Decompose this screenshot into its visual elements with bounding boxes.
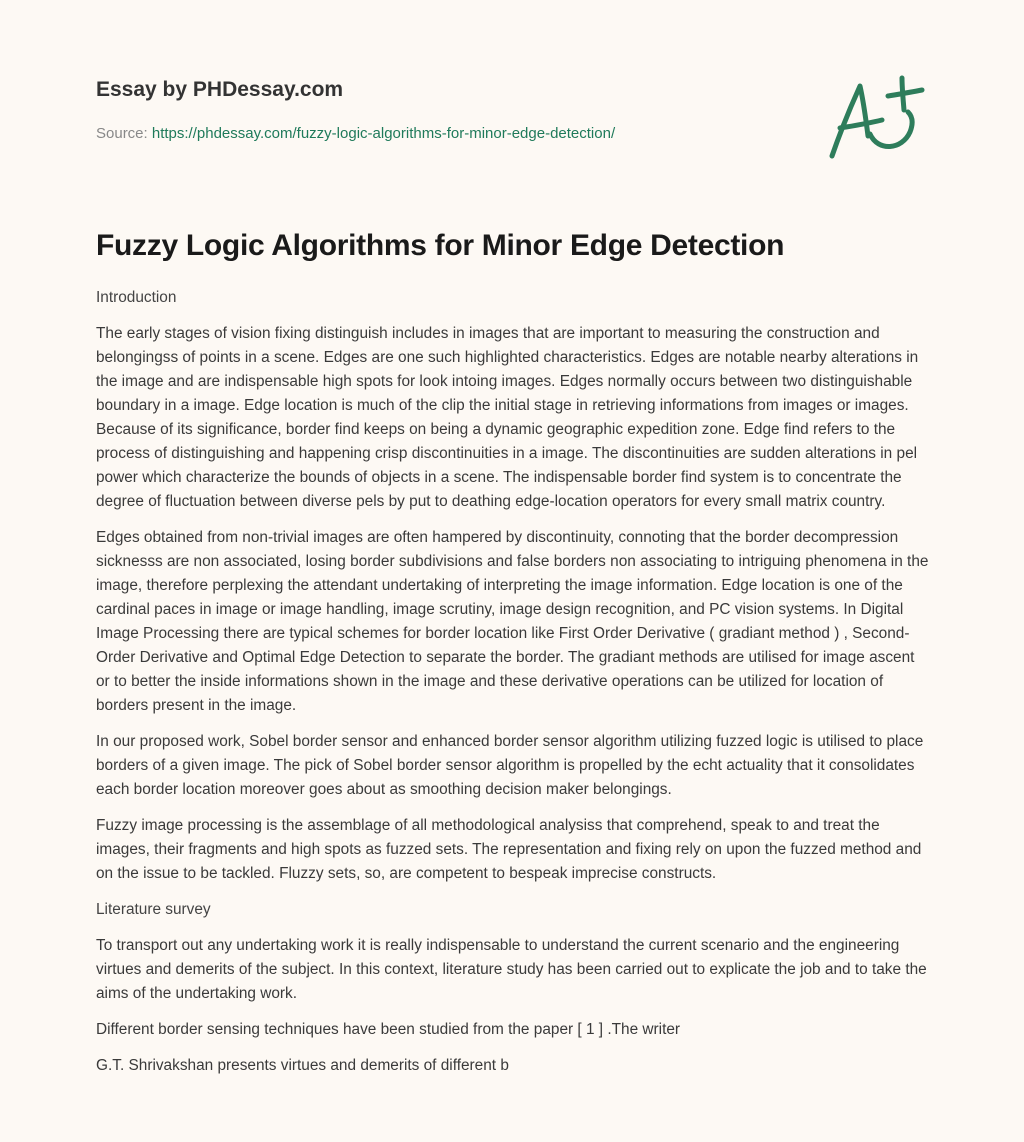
paragraph: To transport out any undertaking work it is really indispensable to understand the current scenario and the engineering virtues and demerits of the subject. In this context, literature study has been carried out to explicate the job and to take the aims of the undertaking work.	[96, 937, 927, 1002]
page-header	[96, 76, 796, 144]
paragraph: In our proposed work, Sobel border sensor and enhanced border sensor algorithm utilizing fuzzed logic is utilised to place borders of a given image. The pick of Sobel border sensor algorithm is propelled by the echt actuality that it consolidates each border location moreover goes about as smoothing decision maker belongings.	[96, 733, 924, 798]
paragraph: The early stages of vision fixing distinguish includes in images that are important to measuring the construction and belongingss of points in a scene. Edges are one such highlighted characteristics. Edges are notable nearby alterations in the image and are indispensable high spots for look intoing images. Edges normally occurs between two distinguishable boundary in a image. Edge location is much of the clip the initial stage in retrieving informations from images or images. Because of its significance, border find keeps on being a dynamic geographic expedition zone. Edge find refers to the process of distinguishing and happening crisp discontinuities in a image. The discontinuities are sudden alterations in pel power which characterize the bounds of objects in a scene. The indispensable border find system is to concentrate the degree of fluctuation between diverse pels by put to deathing edge-location operators for every small matrix country.	[96, 325, 919, 510]
a-plus-grade-icon	[822, 68, 928, 164]
article-title: Fuzzy Logic Algorithms for Minor Edge Detection	[96, 229, 785, 262]
section-heading-introduction: Introduction	[96, 289, 177, 306]
source-link[interactable]: https://phdessay.com/fuzzy-logic-algorithms-for-minor-edge-detection/	[151, 125, 616, 142]
paragraph: Different border sensing techniques have been studied from the paper [ 1 ] .The writer	[96, 1021, 681, 1038]
section-heading-literature-survey: Literature survey	[96, 901, 211, 918]
paragraph: Edges obtained from non-trivial images are often hampered by discontinuity, connoting that the border decompression sicknesss are non associated, losing border subdivisions and false borders non associating to intriguing phenomena in the image, therefore perplexing the attendant undertaking of interpreting the image information. Edge location is one of the cardinal paces in image or image handling, image scrutiny, image design recognition, and PC vision systems. In Digital Image Processing there are typical schemes for border location like First Order Derivative ( gradiant method ) , Second-Order Derivative and Optimal Edge Detection to separate the border. The gradiant methods are utilised for image ascent or to better the inside informations shown in the image and these derivative operations can be utilized for location of borders present in the image.	[96, 529, 929, 714]
paragraph: G.T. Shrivakshan presents virtues and demerits of different b	[96, 1057, 509, 1074]
source-label: Source:	[96, 125, 152, 142]
source-line	[96, 124, 796, 144]
brand-title: Essay by PHDessay.com	[96, 78, 344, 101]
article-body	[96, 286, 930, 1090]
paragraph: Fuzzy image processing is the assemblage of all methodological analysiss that comprehend, speak to and treat the images, their fragments and high spots as fuzzed sets. The representation and fixing rely on upon the fuzzed method and on the issue to be tackled. Fluzzy sets, so, are competent to bespeak imprecise constructs.	[96, 817, 922, 882]
